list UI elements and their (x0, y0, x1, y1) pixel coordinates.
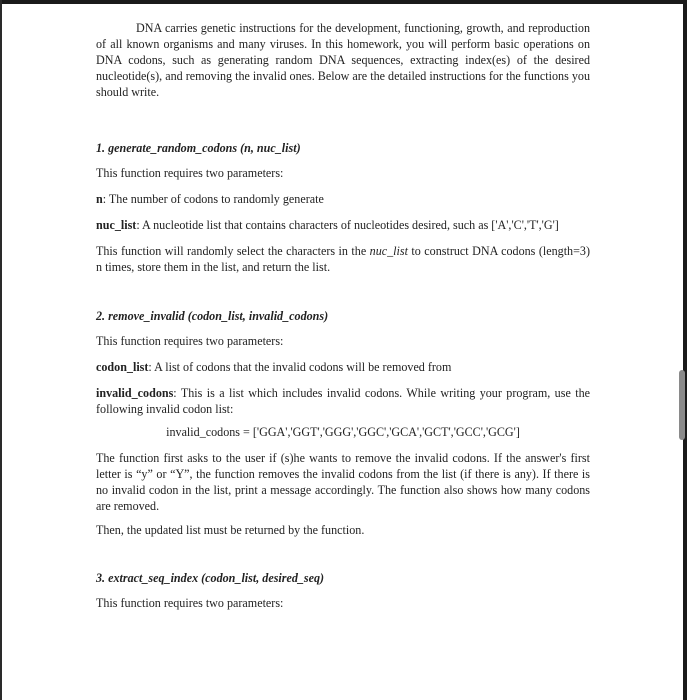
desc-italic: nuc_list (369, 244, 408, 258)
section-2-requires: This function requires two parameters: (96, 334, 284, 348)
param-nuc-desc: : A nucleotide list that contains characters of nucleotides desired, such as ['A','C','T','G'] (136, 218, 559, 232)
section-1-param-nuc (96, 217, 590, 233)
param-invalid-desc: : This is a list which includes invalid codons. While writing your program, use the following invalid codon list: (96, 386, 590, 416)
intro-paragraph: DNA carries genetic instructions for the development, functioning, growth, and reproduction of all known organisms and many viruses. In this homework, you will perform basic operations on DNA codons, such as generating random DNA sequences, extracting index(es) of the desired nucleotide(s), and removing the invalid ones. Below are the detailed instructions for the functions you should write. (96, 21, 590, 99)
invalid-codon-list: invalid_codons = ['GGA','GGT','GGG','GGC','GCA','GCT','GCC','GCG'] (166, 425, 520, 439)
param-nuc-name: nuc_list (96, 218, 137, 232)
section-1-heading: 1. generate_random_codons (n, nuc_list) (96, 141, 301, 155)
document-page (96, 20, 590, 611)
section-3-requires: This function requires two parameters: (96, 596, 284, 610)
top-border (0, 0, 687, 4)
right-border (683, 0, 687, 700)
section-2-return: Then, the updated list must be returned by the function. (96, 523, 365, 537)
section-2-param-codon (96, 359, 590, 375)
section-1-requires: This function requires two parameters: (96, 166, 284, 180)
param-n-name: n (96, 192, 103, 206)
desc-after: to construct DNA codons (length=3) n times, store them in the list, and return the list. (96, 244, 590, 274)
section-1-description (96, 243, 590, 275)
left-border (0, 0, 2, 700)
scrollbar-thumb[interactable] (679, 370, 685, 440)
section-2-heading: 2. remove_invalid (codon_list, invalid_codons) (96, 309, 329, 323)
section-1-param-n (96, 191, 590, 207)
section-2-description: The function first asks to the user if (s)he wants to remove the invalid codons. If the answer's first letter is “y” or “Y”, the function removes the invalid codons from the list (if there is any). If there is no invalid codon in the list, print a message accordingly. The function also shows how many codons are removed. (96, 451, 590, 513)
param-codon-name: codon_list (96, 360, 149, 374)
param-codon-desc: : A list of codons that the invalid codons will be removed from (148, 360, 452, 374)
param-invalid-name: invalid_codons (96, 386, 174, 400)
section-2-param-invalid (96, 385, 590, 417)
param-n-desc: : The number of codons to randomly generate (102, 192, 324, 206)
section-3-heading: 3. extract_seq_index (codon_list, desired_seq) (96, 571, 325, 585)
desc-before: This function will randomly select the characters in the (96, 244, 370, 258)
